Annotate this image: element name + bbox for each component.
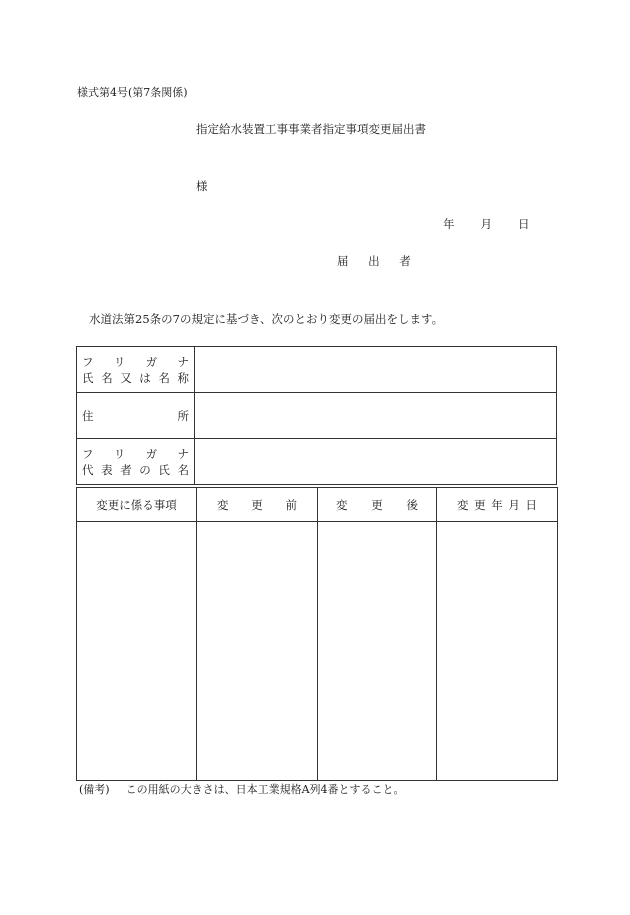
change-details-table — [76, 487, 558, 781]
char: 変 — [336, 497, 348, 512]
char: は — [139, 370, 151, 385]
addressee-honorific: 様 — [196, 179, 208, 193]
date-line — [443, 219, 530, 231]
document-title: 指定給水装置工事事業者指定事項変更届出書 — [196, 122, 426, 136]
header-before-change — [197, 488, 318, 522]
char: 氏 — [82, 370, 94, 385]
char: 称 — [177, 370, 189, 385]
change-table-header — [77, 488, 558, 522]
char: 住 — [82, 408, 94, 423]
name-value-field[interactable] — [195, 347, 557, 393]
char: 名 — [101, 370, 113, 385]
char: 名 — [158, 370, 170, 385]
form-number: 様式第4号(第7条関係) — [77, 86, 188, 99]
date-year-label: 年 — [443, 217, 455, 231]
char: フ — [82, 446, 94, 461]
representative-row — [77, 439, 557, 485]
char: ガ — [145, 446, 158, 461]
char: 所 — [177, 408, 189, 423]
header-changed-item: 変更に係る事項 — [77, 488, 197, 522]
char: リ — [113, 446, 126, 461]
char: 年 — [491, 497, 503, 512]
representative-label-cell — [77, 439, 195, 485]
before-change-field[interactable] — [197, 522, 318, 781]
char: 代 — [82, 462, 94, 477]
char: 更 — [371, 497, 383, 512]
applicant-info-table — [76, 346, 557, 485]
change-table-body-row — [77, 522, 558, 781]
char: 名 — [177, 462, 189, 477]
date-day-label: 日 — [518, 217, 530, 231]
address-row — [77, 393, 557, 439]
representative-furigana-label — [82, 446, 189, 462]
char: 又 — [120, 370, 132, 385]
char: ナ — [177, 354, 189, 369]
address-label — [82, 408, 189, 424]
remarks-label: (備考) — [79, 783, 110, 796]
changed-item-field[interactable] — [77, 522, 197, 781]
statement-text: 水道法第25条の7の規定に基づき、次のとおり変更の届出をします。 — [89, 312, 444, 326]
char: ガ — [145, 354, 158, 369]
name-label-cell — [77, 347, 195, 393]
char: 表 — [101, 462, 113, 477]
remarks-text: この用紙の大きさは、日本工業規格A列4番とすること。 — [125, 783, 405, 796]
submitter-label: 届 出 者 — [337, 254, 419, 268]
char: の — [139, 462, 151, 477]
char: 更 — [474, 497, 486, 512]
remarks-note — [79, 784, 405, 795]
representative-value-field[interactable] — [195, 439, 557, 485]
name-row — [77, 347, 557, 393]
char: 日 — [525, 497, 537, 512]
char: 更 — [251, 497, 263, 512]
char: フ — [82, 354, 94, 369]
name-label — [82, 370, 189, 386]
name-furigana-label — [82, 354, 189, 370]
char: 氏 — [158, 462, 170, 477]
header-change-date — [437, 488, 558, 522]
char: 変 — [217, 497, 229, 512]
char: 月 — [508, 497, 520, 512]
char: 変 — [457, 497, 469, 512]
char: ナ — [177, 446, 189, 461]
char: 前 — [285, 497, 297, 512]
char: 者 — [120, 462, 132, 477]
address-label-cell — [77, 393, 195, 439]
address-value-field[interactable] — [195, 393, 557, 439]
header-after-change — [318, 488, 437, 522]
representative-label — [82, 462, 189, 478]
after-change-field[interactable] — [318, 522, 437, 781]
char: 後 — [406, 497, 418, 512]
char: リ — [113, 354, 126, 369]
change-date-field[interactable] — [437, 522, 558, 781]
date-month-label: 月 — [480, 217, 492, 231]
